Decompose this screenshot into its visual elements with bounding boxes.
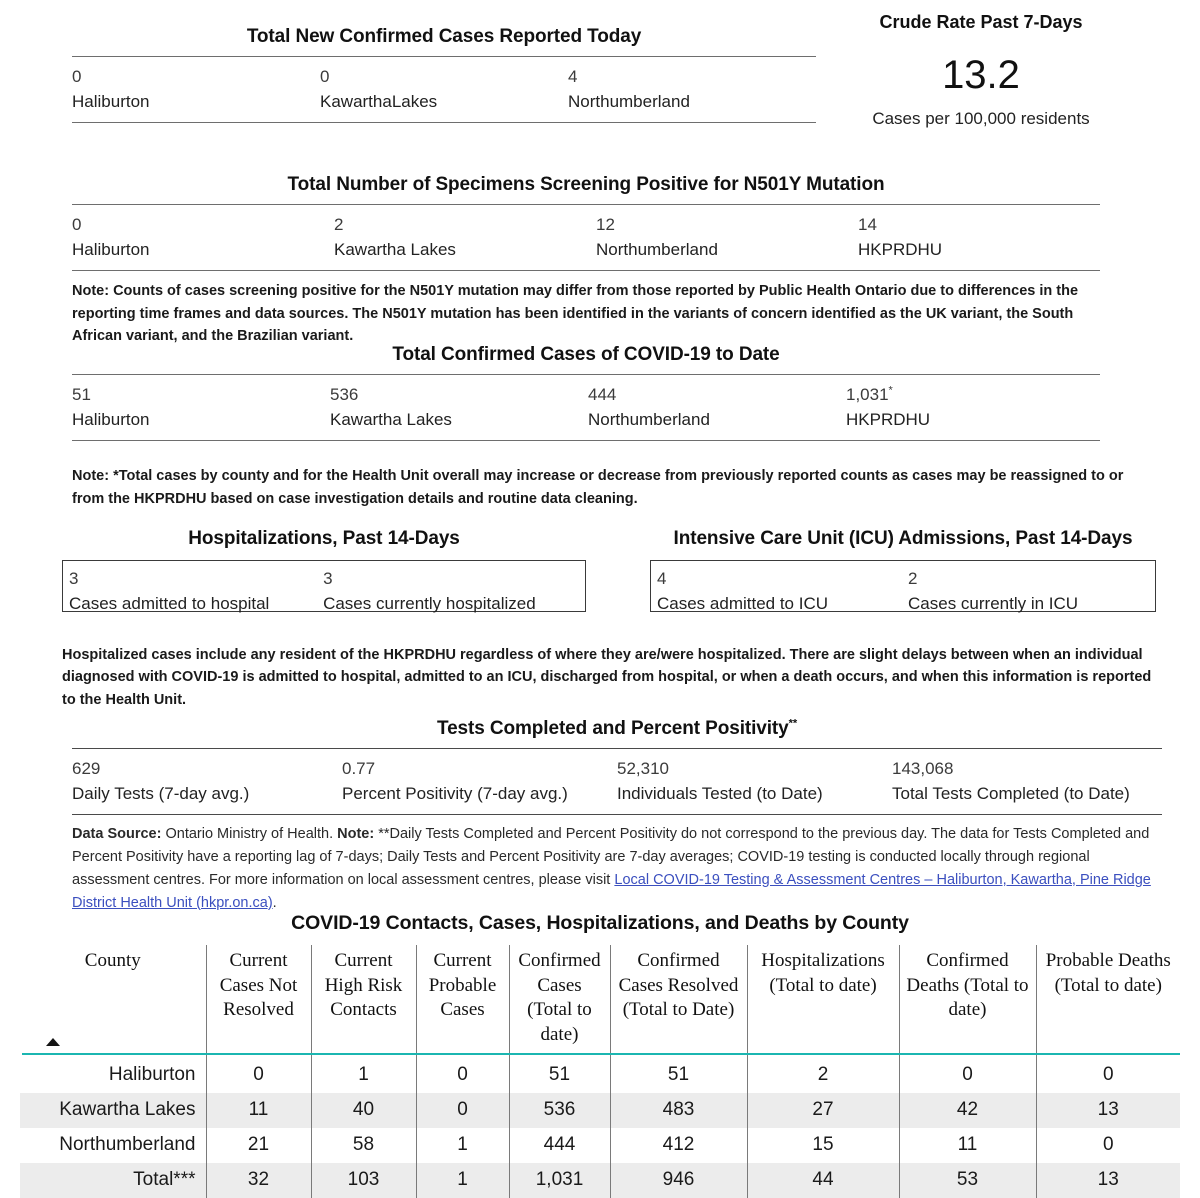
hospitalizations-title: Hospitalizations, Past 14-Days	[188, 528, 460, 549]
stat-cell	[902, 567, 1155, 616]
data-source-note-text: **Daily Tests Completed and Percent Positivity do not correspond to the previous day. The data for Tests Completed and Percent Positivity have a reporting lag of 7-days; Daily Tests and Percent Positivity are 7-day averages; COVID-19 testing is conducted locally through regional assessment centres. For more information on local assessment centres, please visit	[72, 826, 1150, 888]
stat-label: Haliburton	[72, 91, 150, 111]
hospitalizations-section	[62, 528, 586, 612]
icu-box	[650, 560, 1156, 612]
total-cases-note: Note: *Total cases by county and for the Health Unit overall may increase or decrease from previously reported counts as cases may be reassigned to or from the HKPRDHU based on case investigation details and routine data cleaning.	[72, 468, 1124, 507]
stat-cell	[72, 213, 334, 262]
column-header-confirmed-cases-resolved[interactable]: Confirmed Cases Resolved (Total to Date)	[610, 945, 747, 1058]
stat-label: HKPRDHU	[846, 409, 931, 429]
stat-value: 143,068	[892, 759, 954, 778]
hospitalizations-box	[62, 560, 586, 612]
row-cell: 11	[206, 1093, 311, 1128]
row-cell: 0	[899, 1058, 1036, 1093]
row-cell: 40	[311, 1093, 416, 1128]
tests-values	[72, 749, 1162, 806]
stat-label: Northumberland	[568, 91, 690, 111]
stat-value: 12	[596, 215, 615, 234]
tests-title-superscript: **	[788, 717, 798, 730]
row-cell: 32	[206, 1163, 311, 1198]
tests-title	[72, 718, 1162, 740]
stat-value: 0.77	[342, 759, 376, 778]
total-cases-section	[72, 344, 1124, 510]
stat-cell	[892, 757, 1162, 806]
stat-label: Total Tests Completed (to Date)	[892, 783, 1130, 803]
n501y-title: Total Number of Specimens Screening Positive for N501Y Mutation	[287, 174, 885, 195]
stat-value: 0	[72, 215, 82, 234]
stat-value: 2	[908, 569, 918, 588]
stat-cell	[342, 757, 617, 806]
tests-bottom-rule	[72, 814, 1162, 815]
row-cell: 946	[610, 1163, 747, 1198]
column-header-county[interactable]: County	[20, 945, 206, 1058]
data-source-note-label: Note:	[337, 826, 375, 842]
stat-label: Individuals Tested (to Date)	[617, 783, 823, 803]
stat-label: Northumberland	[596, 239, 718, 259]
row-cell: 21	[206, 1128, 311, 1163]
row-cell: 13	[1036, 1163, 1180, 1198]
stat-cell	[72, 757, 342, 806]
new-cases-values	[72, 57, 816, 114]
row-cell: 412	[610, 1128, 747, 1163]
row-county-name: Total***	[20, 1163, 206, 1198]
stat-cell	[568, 65, 816, 114]
data-source-note	[72, 823, 1152, 915]
county-table-title: COVID-19 Contacts, Cases, Hospitalizations, and Deaths by County	[291, 912, 909, 934]
row-cell: 51	[509, 1058, 610, 1093]
icu-section	[650, 528, 1156, 612]
row-county-name: Haliburton	[108, 1064, 196, 1086]
stat-label: Percent Positivity (7-day avg.)	[342, 783, 568, 803]
stat-label: Cases currently hospitalized	[323, 593, 536, 613]
icu-title: Intensive Care Unit (ICU) Admissions, Past 14-Days	[673, 528, 1133, 549]
row-cell: 44	[747, 1163, 899, 1198]
total-cases-values	[72, 375, 1100, 432]
table-row	[20, 1058, 1180, 1093]
stat-value: 4	[568, 67, 578, 86]
stat-label: Haliburton	[72, 409, 150, 429]
county-table-header-row	[20, 945, 1180, 1058]
row-county-name: Kawartha Lakes	[20, 1093, 206, 1128]
assessment-centres-link[interactable]: Local COVID-19 Testing & Assessment Centres – Haliburton, Kawartha, Pine Ridge District Health Unit (hkpr.on.ca)	[72, 871, 1151, 911]
column-header-confirmed-deaths-total[interactable]: Confirmed Deaths (Total to date)	[899, 945, 1036, 1058]
stat-cell	[334, 213, 596, 262]
stat-value: 3	[69, 569, 79, 588]
n501y-values	[72, 205, 1100, 262]
data-source-label: Data Source:	[72, 826, 162, 842]
stat-cell	[317, 567, 585, 616]
stat-cell	[63, 567, 317, 616]
stat-label: KawarthaLakes	[320, 91, 438, 111]
table-header-accent-line	[22, 1053, 1180, 1055]
stat-label: Daily Tests (7-day avg.)	[72, 783, 250, 803]
data-source-tail: .	[272, 894, 277, 911]
row-cell: 51	[610, 1058, 747, 1093]
row-cell: 2	[747, 1058, 899, 1093]
stat-cell	[330, 383, 588, 432]
stat-cell	[588, 383, 846, 432]
stat-label: HKPRDHU	[858, 239, 943, 259]
row-cell: 0	[416, 1058, 509, 1093]
stat-cell	[320, 65, 568, 114]
stat-value: 629	[72, 759, 101, 778]
row-cell: 53	[899, 1163, 1036, 1198]
stat-value: 0	[72, 67, 82, 86]
crude-rate-title: Crude Rate Past 7-Days	[879, 12, 1083, 32]
row-cell: 11	[899, 1128, 1036, 1163]
row-cell: 1	[416, 1128, 509, 1163]
stat-value: 4	[657, 569, 667, 588]
stat-value: 52,310	[617, 759, 669, 778]
row-cell: 15	[747, 1128, 899, 1163]
stat-cell	[617, 757, 892, 806]
new-cases-bottom-rule	[72, 122, 816, 123]
total-cases-title: Total Confirmed Cases of COVID-19 to Date	[392, 344, 780, 365]
row-cell: 0	[416, 1093, 509, 1128]
column-header-probable-deaths-total[interactable]: Probable Deaths (Total to date)	[1036, 945, 1180, 1058]
stat-value: 2	[334, 215, 344, 234]
stat-cell	[846, 383, 1100, 432]
stat-cell	[596, 213, 858, 262]
row-cell: 483	[610, 1093, 747, 1128]
column-header-current-high-risk-contacts[interactable]: Current High Risk Contacts	[311, 945, 416, 1058]
tests-title-text: Tests Completed and Percent Positivity	[436, 718, 789, 739]
table-row	[20, 1128, 1180, 1163]
n501y-section	[72, 174, 1100, 348]
stat-label: Kawartha Lakes	[334, 239, 456, 259]
new-cases-title: Total New Confirmed Cases Reported Today	[246, 26, 642, 47]
stat-value: 3	[323, 569, 333, 588]
row-cell: 0	[1036, 1128, 1180, 1163]
row-cell: 103	[311, 1163, 416, 1198]
row-cell: 1	[311, 1058, 416, 1093]
stat-cell	[858, 213, 1100, 262]
stat-value: 1,031*	[846, 384, 893, 404]
stat-value: 536	[330, 385, 359, 404]
row-cell: 27	[747, 1093, 899, 1128]
stat-value: 444	[588, 385, 617, 404]
column-header-current-probable-cases[interactable]: Current Probable Cases	[416, 945, 509, 1058]
stat-label: Cases admitted to ICU	[657, 593, 829, 613]
row-cell: 0	[1036, 1058, 1180, 1093]
stat-value: 0	[320, 67, 330, 86]
stat-label: Cases admitted to hospital	[69, 593, 270, 613]
stat-cell	[72, 383, 330, 432]
row-cell: 1,031	[509, 1163, 610, 1198]
county-data-table	[20, 945, 1180, 1198]
column-header-current-cases-not-resolved[interactable]: Current Cases Not Resolved	[206, 945, 311, 1058]
column-header-hospitalizations-total[interactable]: Hospitalizations (Total to date)	[747, 945, 899, 1058]
row-cell: 536	[509, 1093, 610, 1128]
n501y-bottom-rule	[72, 270, 1100, 271]
row-cell: 58	[311, 1128, 416, 1163]
stat-label: Northumberland	[588, 409, 710, 429]
row-county-name: Northumberland	[59, 1134, 196, 1156]
row-cell: 1	[416, 1163, 509, 1198]
table-row	[20, 1093, 1180, 1128]
data-source-text: Ontario Ministry of Health.	[161, 826, 338, 842]
tests-section	[72, 718, 1162, 815]
hospitalization-note: Hospitalized cases include any resident of the HKPRDHU regardless of where they are/were hospitalized. There are slight delays between when an individual diagnosed with COVID-19 is admitted to hospital, admitted to an ICU, discharged from hospital, or when a death occurs, and when this information is reported to the Health Unit.	[62, 647, 1152, 708]
stat-label: Kawartha Lakes	[330, 409, 452, 429]
n501y-note: Note: Counts of cases screening positive for the N501Y mutation may differ from those reported by Public Health Ontario due to differences in the reporting time frames and data sources. The N501Y mutation has been identified in the variants of concern identified as the UK variant, the South African variant, and the Brazilian variant.	[72, 283, 1079, 345]
stat-value: 14	[858, 215, 877, 234]
crude-rate-panel	[850, 12, 1112, 129]
stat-value: 51	[72, 385, 91, 404]
crude-rate-subtitle: Cases per 100,000 residents	[872, 109, 1090, 128]
crude-rate-value: 13.2	[942, 53, 1020, 97]
new-cases-section	[72, 26, 816, 123]
row-cell: 444	[509, 1128, 610, 1163]
row-cell: 42	[899, 1093, 1036, 1128]
stat-label: Cases currently in ICU	[908, 593, 1079, 613]
sort-ascending-icon[interactable]	[46, 1038, 60, 1046]
stat-superscript: *	[888, 384, 893, 397]
row-cell: 13	[1036, 1093, 1180, 1128]
row-cell: 0	[206, 1058, 311, 1093]
stat-label: Haliburton	[72, 239, 150, 259]
column-header-confirmed-cases-total[interactable]: Confirmed Cases (Total to date)	[509, 945, 610, 1058]
total-cases-bottom-rule	[72, 440, 1100, 441]
stat-cell	[72, 65, 320, 114]
stat-cell	[651, 567, 902, 616]
